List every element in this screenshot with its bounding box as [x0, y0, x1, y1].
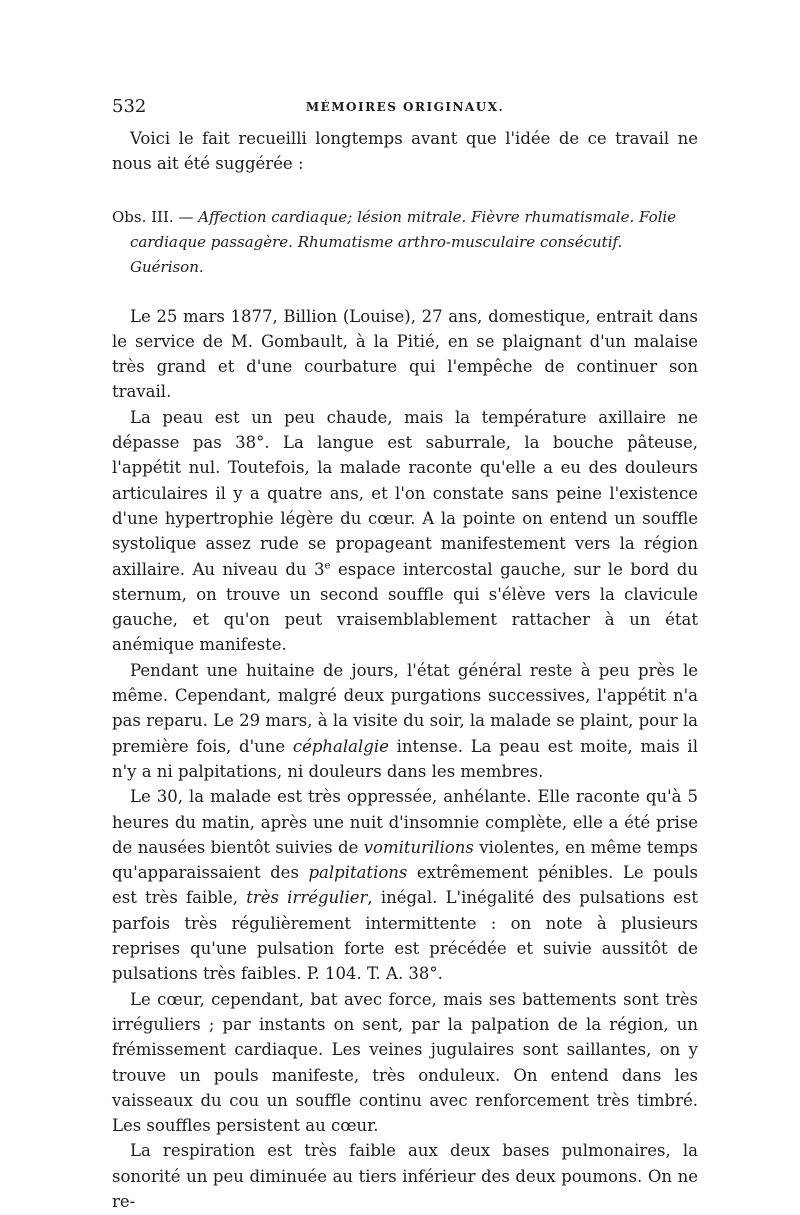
paragraph-heart: Le cœur, cependant, bat avec force, mais ses battements sont très irréguliers ; par instants on sent, par la palpation de la région, un frémissement cardiaque. Les veines jugulaires sont saillantes, on y trouve un pouls manifeste, très onduleux. On entend dans les vaisseaux du cou un souffle continu avec renforcement très timbré. Les souffles persistent au cœur.: [112, 989, 698, 1136]
italic-term-vomiturilions: vomiturilions: [363, 837, 474, 857]
paragraph-examination: [112, 405, 698, 658]
paragraph-examination-end: espace intercostal gauche, sur le bord du sternum, on trouve un second souffle qui s'élève vers la clavicule gauche, et qu'on peut vraisemblablement rattacher à un état anémique manifeste.: [112, 559, 699, 655]
journal-title: MÉMOIRES ORIGINAUX.: [305, 100, 505, 114]
running-head: [112, 96, 698, 122]
paragraph-evolution-text-a: Pendant une huitaine de jours, l'état général reste à peu près le même. Cependant, malgré deux purgations successives, l'appétit n'a pas reparu. Le 29 mars, à la visite du soir, la malade se plaint, pour la première fois, d'une: [112, 660, 698, 756]
paragraph-admission: Le 25 mars 1877, Billion (Louise), 27 ans, domestique, entrait dans le service de M. Gombault, à la Pitié, en se plaignant d'un malaise très grand et d'une courbature qui l'empêche de continuer son travail.: [112, 306, 698, 402]
paragraph-evolution: [112, 658, 698, 784]
observation-title: Affection cardiaque; lésion mitrale. Fièvre rhumatismale. Folie cardiaque passagère. Rhumatisme arthro-musculaire consécutif. Guérison.: [130, 207, 677, 276]
ordinal-number: 3: [314, 559, 325, 579]
intro-paragraph: Voici le fait recueilli longtemps avant que l'idée de ce travail ne nous ait été suggérée :: [112, 129, 698, 174]
paragraph-crisis-text-a: Le 30, la malade est très oppressée, anhélante. Elle raconte qu'à 5 heures du matin, après une nuit d'insomnie complète, elle a été prise de nausées bientôt suivies de: [112, 787, 698, 857]
document-page: [112, 96, 698, 1214]
italic-term-palpitations: palpitations: [308, 863, 408, 883]
paragraph-respiration: La respiration est très faible aux deux bases pulmonaires, la sonorité un peu diminuée au tiers inférieur des deux poumons. On ne re-: [112, 1141, 698, 1211]
italic-term-tres-irregulier: très irrégulier: [246, 888, 368, 908]
observation-label: Obs. III. —: [112, 207, 194, 226]
paragraph-crisis: [112, 784, 698, 986]
observation-heading: [112, 205, 698, 280]
paragraph-crisis-text-b: violentes, en même temps qu'apparaissaient des: [112, 837, 698, 883]
paragraph-crisis-text-c: extrêmement pénibles. Le pouls est très faible,: [112, 863, 699, 908]
paragraph-evolution-text-b: intense. La peau est moite, mais il n'y a ni palpitations, ni douleurs dans les membres.: [112, 736, 698, 781]
paragraph-examination-text: La peau est un peu chaude, mais la température axillaire ne dépasse pas 38°. La langue est saburrale, la bouche pâteuse, l'appétit nul. Toutefois, la malade raconte qu'elle a eu des douleurs articulaires il y a quatre ans, et l'on constate sans peine l'existence d'une hypertrophie légère du cœur. A la pointe on entend un souffle systolique assez rude se propageant manifestement vers la région axillaire. Au niveau du: [112, 407, 698, 579]
page-number: 532: [112, 96, 147, 117]
italic-term-cephalalgie: céphalalgie: [292, 736, 389, 756]
paragraph-crisis-text-d: , inégal. L'inégalité des pulsations est parfois très régulièrement intermittente : on note à plusieurs reprises qu'une pulsation forte est précédée et suivie aussitôt de pulsations très faibles. P. 104. T. A. 38°.: [112, 888, 698, 984]
ordinal-suffix: e: [324, 560, 331, 572]
